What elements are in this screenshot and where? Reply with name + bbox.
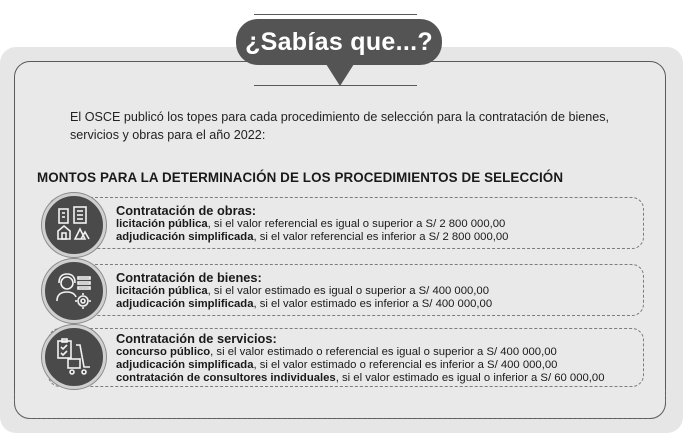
top-divider [254, 14, 417, 15]
row-obras-line-2: adjudicación simplificada, si el valor referencial es inferior a S/ 2 800 000,00 [116, 231, 509, 243]
row-bienes-text [116, 270, 492, 311]
row-bienes-line-2: adjudicación simplificada, si el valor estimado es inferior a S/ 400 000,00 [116, 298, 493, 310]
row-servicios-line-1: concurso público, si el valor estimado o referencial es igual o superior a S/ 400 000,00 [116, 346, 557, 358]
section-title: MONTOS PARA LA DETERMINACIÓN DE LOS PROCEDIMIENTOS DE SELECCIÓN [37, 170, 564, 185]
row-servicios-line-2: adjudicación simplificada, si el valor estimado o referencial es inferior a S/ 400 000,00 [116, 359, 558, 371]
row-obras-heading: Contratación de obras: [116, 203, 257, 218]
row-servicios-heading: Contratación de servicios: [116, 331, 277, 346]
worker-gear-icon [42, 259, 106, 323]
card-dashed-border [14, 390, 666, 419]
row-bienes-heading: Contratación de bienes: [116, 270, 262, 285]
bubble-tail [326, 64, 354, 86]
row-obras-text [116, 203, 508, 244]
row-obras-line-1: licitación pública, si el valor referencial es igual o superior a S/ 2 800 000,00 [116, 218, 506, 230]
clipboard-cart-icon [42, 325, 106, 389]
row-bienes-line-1: licitación pública, si el valor estimado es igual o superior a S/ 400 000,00 [116, 285, 489, 297]
row-servicios-text [116, 331, 604, 385]
header-bubble [236, 19, 442, 65]
header-title: ¿Sabías que...? [245, 27, 433, 56]
intro-text: El OSCE publicó los topes para cada procedimiento de selección para la contratación de bienes, servicios y obras para el año 2022: [70, 110, 610, 142]
bottom-divider [254, 85, 417, 86]
buildings-icon [42, 193, 106, 257]
row-servicios-line-3: contratación de consultores individuales, si el valor estimado es igual o inferior a S/ 60 000,00 [116, 372, 605, 384]
